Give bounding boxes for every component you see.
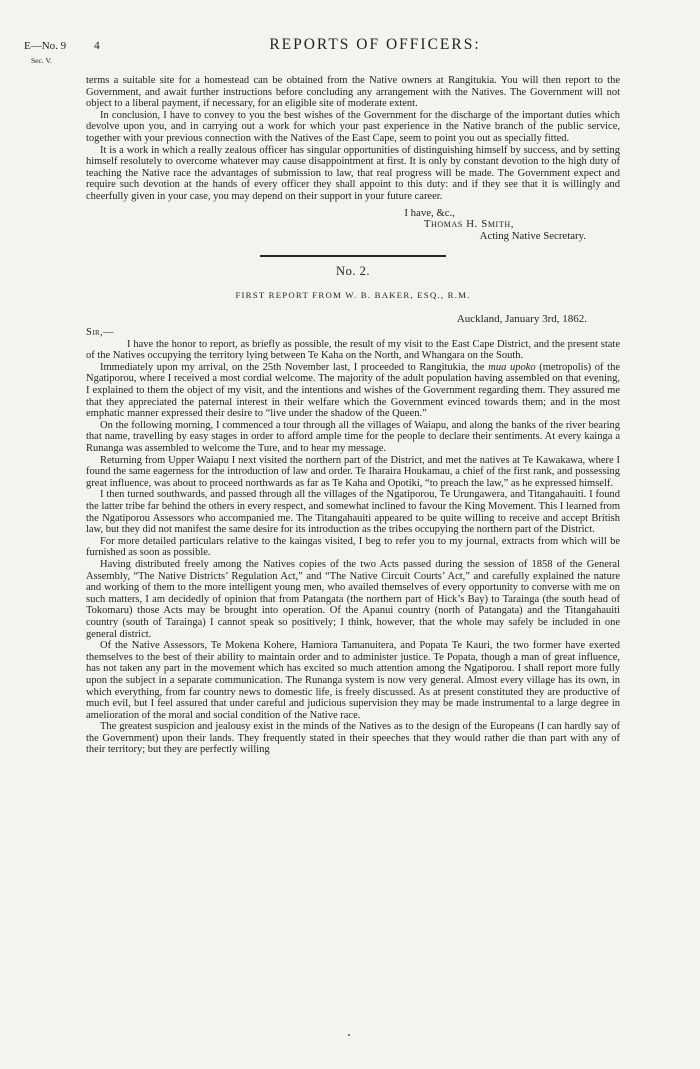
closing-phrase: I have, &c.,: [404, 206, 455, 219]
letter-paragraph: In conclusion, I have to convey to you the best wishes of the Government for the discharge of the important duties which devolve upon you, and in carrying out a work for which your past experience in the Native branch of the public service, together with your previous connection with the Natives of the East Cape, seem to point you out as specially fitted.: [86, 109, 620, 144]
letter-paragraph: It is a work in which a really zealous officer has singular opportunities of distinguishing himself by success, and by setting himself resolutely to overcome whatever may cause disappointment at first. It is only by constant devotion to the high duty of teaching the Native race the advantages of submission to law, that real progress will be made. The Government expect and require such devotion at the hands of every officer they shall appoint to this duty: and if they see that it is willingly and cheerfully given in your case, you may depend on their support in your future career.: [86, 144, 620, 202]
report-number-heading: No. 2.: [336, 264, 370, 279]
report-paragraph: [86, 362, 620, 420]
report-paragraph: Of the Native Assessors, Te Mokena Kohere, Hamiora Tamanuitera, and Popata Te Kauri, the two former have exerted themselves to the best of their ability to maintain order and to administer justice. Te Popata, though a man of great influence, has not taken any part in the movement which has excited so much attention among the Ngatiporou. I shall report more fully upon the subject in a separate communication. The Runanga system is now very general. Almost every village has its own, in which everything, from far country news to domestic life, is freely discussed. As at present constituted they are productive of much evil, but I feel assured that under careful and judicious supervision they may be made instrumental to a large degree in amelioration of the moral and social condition of the Native race.: [86, 640, 620, 721]
report-paragraph: Having distributed freely among the Natives copies of the two Acts passed during the session of 1858 of the General Assembly, “The Native Districts’ Regulation Act,” and “The Native Circuit Courts’ Act,” and carefully explained the nature and working of them to the more intelligent young men, who availed themselves of every opportunity to converse with me on such matters, I am decidedly of opinion that from Patangata (the northern part of Hick’s Bay) to Tarainga (the south head of Tokomaru) those Acts may be brought into operation. Of the Apanui country (north of Patangata) and the Titangahauiti country (south of Tarainga) I cannot speak so positively; I think, however, that the whole may safely be included in one general district.: [86, 558, 620, 640]
report-paragraph: Returning from Upper Waiapu I next visited the northern part of the District, and met the natives at Te Kawakawa, where I found the same eagerness for the introduction of law and order. Te Iharaira Houkamau, a chief of the first rank, and possessing great influence, was about to proceed northwards as far as Te Kaha and Opotiki, “to preach the law,” as he expressed himself.: [86, 454, 620, 489]
section-label: Sec. V.: [31, 56, 52, 65]
paragraph-text: (metropolis) of the Ngatiporou, where I received a most cordial welcome. The majority of the adult population having assembled on that evening, I explained to them the object of my visit, and the intentions and wishes of the Government regarding them. They assured me that they appreciated the paternal interest in their welfare which the Government evinced towards them; and in the most emphatic manner expressed their desire to “live under the shadow of the Queen.”: [86, 361, 621, 420]
report-paragraph: On the following morning, I commenced a tour through all the villages of Waiapu, and along the banks of the river bearing that name, travelling by easy stages in order to afford ample time for the people to declare their sentiments. At every kainga a Runanga was assembled to welcome the Ture, and to hear my message.: [86, 419, 620, 455]
letter-closing-block: [86, 208, 620, 243]
report-paragraph: For more detailed particulars relative to the kaingas visited, I beg to refer you to my journal, extracts from which will be furnished as soon as possible.: [86, 535, 620, 559]
letter-paragraph: terms a suitable site for a homestead can be obtained from the Native owners at Rangitukia. You will then report to the Government, and await further instructions before concluding any arrangement with the Natives. The Government will not object to a liberal payment, if necessary, for an eligible site of moderate extent.: [86, 75, 620, 110]
dateline: Auckland, January 3rd, 1862.: [456, 312, 587, 325]
document-reference: E—No. 9: [24, 40, 67, 52]
report-paragraph: I then turned southwards, and passed through all the villages of the Ngatiporou, Te Urungawera, and Titangahauiti. I found the latter tribe far behind the others in every respect, and somewhat inclined to favour the King Movement. This I learned from the Ngatiporou Assessors who accompanied me. The Titangahauiti appeared to be quite willing to receive and accept British law, but they did not manifest the same desire for its introduction as the tribes occupying the northern part of the District.: [86, 489, 620, 536]
signature-name: Thomas H. Smith,: [423, 218, 514, 231]
report-paragraph: I have the honor to report, as briefly as possible, the result of my visit to the East Cape District, and the present state of the Natives occupying the territory lying between Te Kaha on the North, and Whangara on the South.: [86, 338, 620, 362]
page-title: REPORTS OF OFFICERS:: [269, 36, 481, 53]
italic-maori-term: mua upoko: [488, 361, 536, 373]
text-column: [86, 75, 620, 756]
page-number: 4: [94, 40, 100, 52]
ink-speck-artifact: [348, 1034, 350, 1036]
signature-title: Acting Native Secretary.: [479, 229, 586, 242]
section-divider-rule: [260, 255, 446, 257]
paragraph-text: Immediately upon my arrival, on the 25th November last, I proceeded to Rangitukia, the: [100, 361, 489, 373]
report-title-heading: FIRST REPORT FROM W. B. BAKER, ESQ., R.M.: [235, 289, 471, 300]
report-paragraph: The greatest suspicion and jealousy exist in the minds of the Natives as to the design of the Europeans (I can hardly say of the Government) upon their lands. They frequently stated in their speeches that they would rather die than part with any of their territory; but they are perfectly willing: [86, 721, 620, 756]
salutation: Sir,—: [86, 327, 114, 339]
